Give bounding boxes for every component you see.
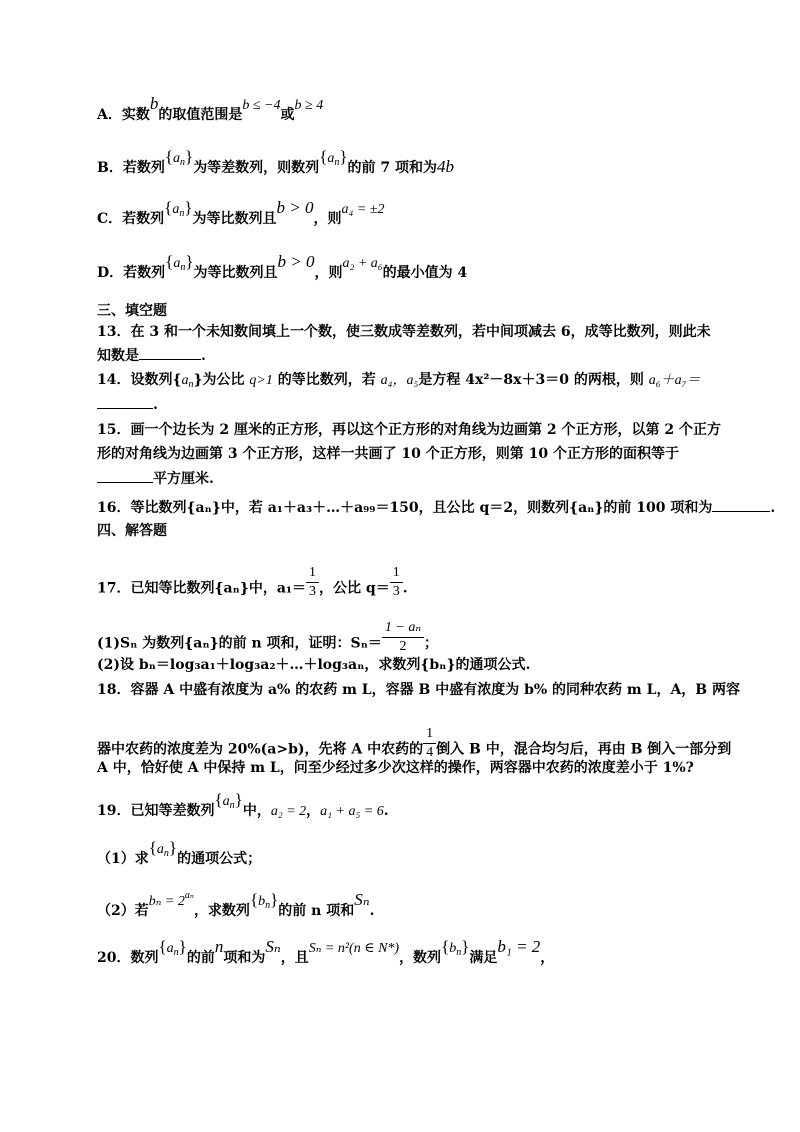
q15-answer-blank: [97, 468, 153, 483]
q14-roots: a₄，a₅: [380, 373, 419, 388]
q20-end: ，: [540, 950, 555, 966]
q20-sn-expression: Sₙ = n²(n ∈ N*): [308, 941, 400, 956]
q18-line-1: 18．容器 A 中盛有浓度为 a% 的农药 m L，容器 B 中盛有浓度为 b% 的同种农药 m L，A，B 两容: [97, 682, 741, 698]
q17-end: .: [402, 580, 408, 597]
q17-sn-fraction: $\frac{\text{1 − aₙ}}{2}$: [382, 619, 424, 656]
option-c-text-1: 为等比数列且: [192, 211, 277, 227]
q14-line-1: 14．设数列$\{a_n\}$为公比 q>1 的等比数列，若 a₄，a₅是方程 4x²－8x＋3＝0 的两根，则 a₆＋a₇＝: [97, 372, 701, 390]
q20-text-4: ，且: [280, 950, 309, 966]
sequence-subscript: n: [180, 157, 186, 168]
q19-bn-exponent: aₙ: [184, 890, 194, 901]
option-b-text-1: 为等差数列，则数列: [193, 160, 320, 176]
q19-part-2-text-b: ，求数列: [193, 903, 250, 919]
q15-line-3: [97, 468, 214, 489]
option-c-condition: b > 0: [276, 198, 314, 217]
q18-text-a: 器中农药的浓度差为 20%(a>b)，先将 A 中农药的: [97, 741, 424, 758]
q13-end: .: [201, 348, 206, 364]
q18-text-b: 倒入 B 中，混合均匀后，再由 B 倒入一部分到: [436, 741, 732, 758]
q17-part-2: (2)设 bₙ＝log₃a₁＋log₃a₂＋…＋log₃aₙ，求数列{bₙ}的通项公式.: [97, 657, 531, 673]
q15-line-2: 形的对角线为边画第 3 个正方形，这样一共画了 10 个正方形，则第 10 个正方形的面积等于: [97, 446, 679, 462]
q14-answer-blank: [97, 394, 153, 409]
q13-answer-blank: [139, 345, 201, 360]
option-b: B．若数列$\{a_n\}$为等差数列，则数列$\{a_n\}$的前 7 项和为4b: [97, 147, 455, 176]
q19-part-1-text: 的通项公式；: [177, 851, 262, 867]
q20-line: 20．数列$\{a_n\}$的前n项和为Sₙ，且Sₙ = n²(n ∈ N*)，数列$\{b_n\}$满足b₁ = 2，: [97, 937, 555, 966]
q19-line-1: 19．已知等差数列$\{a_n\}$中，a₂ = 2，a₁ + a₅ = 6.: [97, 790, 389, 819]
q16-text: 16．等比数列{aₙ}中，若 a₁＋a₃＋…＋a₉₉＝150，且公比 q＝2，则数列{aₙ}的前 100 项和为: [97, 500, 713, 516]
q19-part-2: （2）若$b_n = 2^{a_n}$，求数列$\{b_n\}$的前 n 项和Sₙ.: [97, 890, 375, 919]
q16-answer-blank: [712, 497, 770, 512]
option-a-or: 或: [280, 107, 295, 123]
q17-a1-fraction: $\frac{1}{3}$: [306, 564, 319, 601]
q19-sn: Sₙ: [354, 890, 370, 909]
q14-text-d: 是方程 4x²－8x＋3＝0 的两根，则: [418, 372, 649, 388]
q19-part-1: （1）求$\{a_n\}$的通项公式；: [97, 838, 262, 867]
q14-condition: q>1: [249, 373, 273, 388]
q19-condition-1: a₂ = 2: [270, 804, 307, 819]
q19-condition-2: a₁ + a₅ = 6: [320, 804, 384, 819]
q14-text-c: 的等比数列，若: [272, 372, 381, 388]
q19-part-2-text-c: 的前 n 项和: [278, 903, 355, 919]
q19-part-2-end: .: [369, 903, 375, 919]
option-c-label: C．若数列: [97, 211, 165, 227]
q18-fraction: $\frac{1}{4}$: [423, 725, 436, 762]
q17-q-fraction: $\frac{1}{3}$: [390, 564, 403, 601]
q17-part-1-end: ；: [424, 635, 439, 652]
section-heading-solutions: 四、解答题: [97, 523, 167, 539]
q18-line-3: A 中，恰好使 A 中保持 m L，问至少经过多少次这样的操作，两容器中农药的浓度差小于 1%?: [97, 760, 694, 776]
q16-line: [97, 497, 775, 518]
q19-part-2-label: （2）若: [97, 903, 149, 919]
q20-sn: Sₙ: [265, 937, 281, 956]
q19-comma: ，: [306, 803, 321, 819]
option-d-text-2: ，则: [314, 265, 343, 281]
option-c-text-2: ，则: [313, 211, 342, 227]
option-c: C．若数列$\{a_n\}$为等比数列且b > 0，则a₄ = ±2: [97, 198, 385, 227]
q20-text-3: 项和为: [223, 950, 266, 966]
q14-ask: a₆＋a₇＝: [648, 373, 701, 388]
q20-text-1: 20．数列: [97, 950, 159, 966]
q20-n: n: [214, 937, 224, 956]
option-d-expression: a₂ + a₆: [342, 256, 383, 271]
option-a-label: A．实数: [97, 107, 150, 123]
q19-text-2: 中，: [242, 803, 271, 819]
option-a-variable: b: [149, 94, 159, 113]
section-heading-fill-in: 三、填空题: [97, 303, 167, 319]
q14-line-2: [97, 394, 158, 415]
q14-end: .: [153, 397, 158, 413]
option-a-range-1: b ≤ −4: [242, 98, 281, 113]
q16-end: .: [770, 500, 776, 516]
option-c-result: a₄ = ±2: [341, 202, 385, 217]
option-b-text-2: 的前 7 项和为: [347, 160, 438, 176]
option-d: D．若数列$\{a_n\}$为等比数列且b > 0，则a₂ + a₆的最小值为 4: [97, 252, 468, 281]
q15-text: 平方厘米.: [153, 471, 214, 487]
q20-text-2: 的前: [186, 950, 215, 966]
q17-part-1-text: (1)Sₙ 为数列{aₙ}的前 n 项和，证明：Sₙ＝: [97, 635, 382, 652]
option-a-text: 的取值范围是: [158, 107, 243, 123]
q19-part-1-label: （1）求: [97, 851, 149, 867]
option-a-range-2: b ≥ 4: [294, 98, 324, 113]
q20-text-6: 满足: [469, 950, 498, 966]
q19-text-1: 19．已知等差数列: [97, 803, 215, 819]
option-d-text-1: 为等比数列且: [193, 265, 278, 281]
q14-text-b: }为公比: [193, 372, 250, 388]
option-d-label: D．若数列: [97, 265, 166, 281]
q17-line-1: [97, 565, 408, 607]
q13-line-1: 13．在 3 和一个未知数间填上一个数，使三数成等差数列，若中间项减去 6，成等比数列，则此未: [97, 324, 711, 340]
sequence-symbol: a: [173, 151, 181, 166]
option-b-label: B．若数列: [97, 160, 165, 176]
q20-text-5: ，数列: [399, 950, 442, 966]
option-d-condition: b > 0: [277, 252, 315, 271]
option-a: [97, 94, 324, 126]
q20-condition: b₁ = 2: [497, 937, 541, 956]
q19-end: .: [383, 803, 389, 819]
q17-text-1: 17．已知等比数列{aₙ}中，a₁＝: [97, 580, 307, 597]
q13-line-2: [97, 345, 206, 366]
q17-text-2: ，公比 q＝: [319, 580, 390, 597]
q13-text: 知数是: [97, 348, 139, 364]
q19-bn-expression: bₙ = 2: [148, 894, 185, 909]
option-d-text-3: 的最小值为 4: [382, 265, 468, 281]
q14-text-a: 14．设数列{: [97, 372, 182, 388]
q15-line-1: 15．画一个边长为 2 厘米的正方形，再以这个正方形的对角线为边画第 2 个正方形，以第 2 个正方: [97, 422, 721, 438]
option-b-result: 4b: [437, 157, 455, 176]
